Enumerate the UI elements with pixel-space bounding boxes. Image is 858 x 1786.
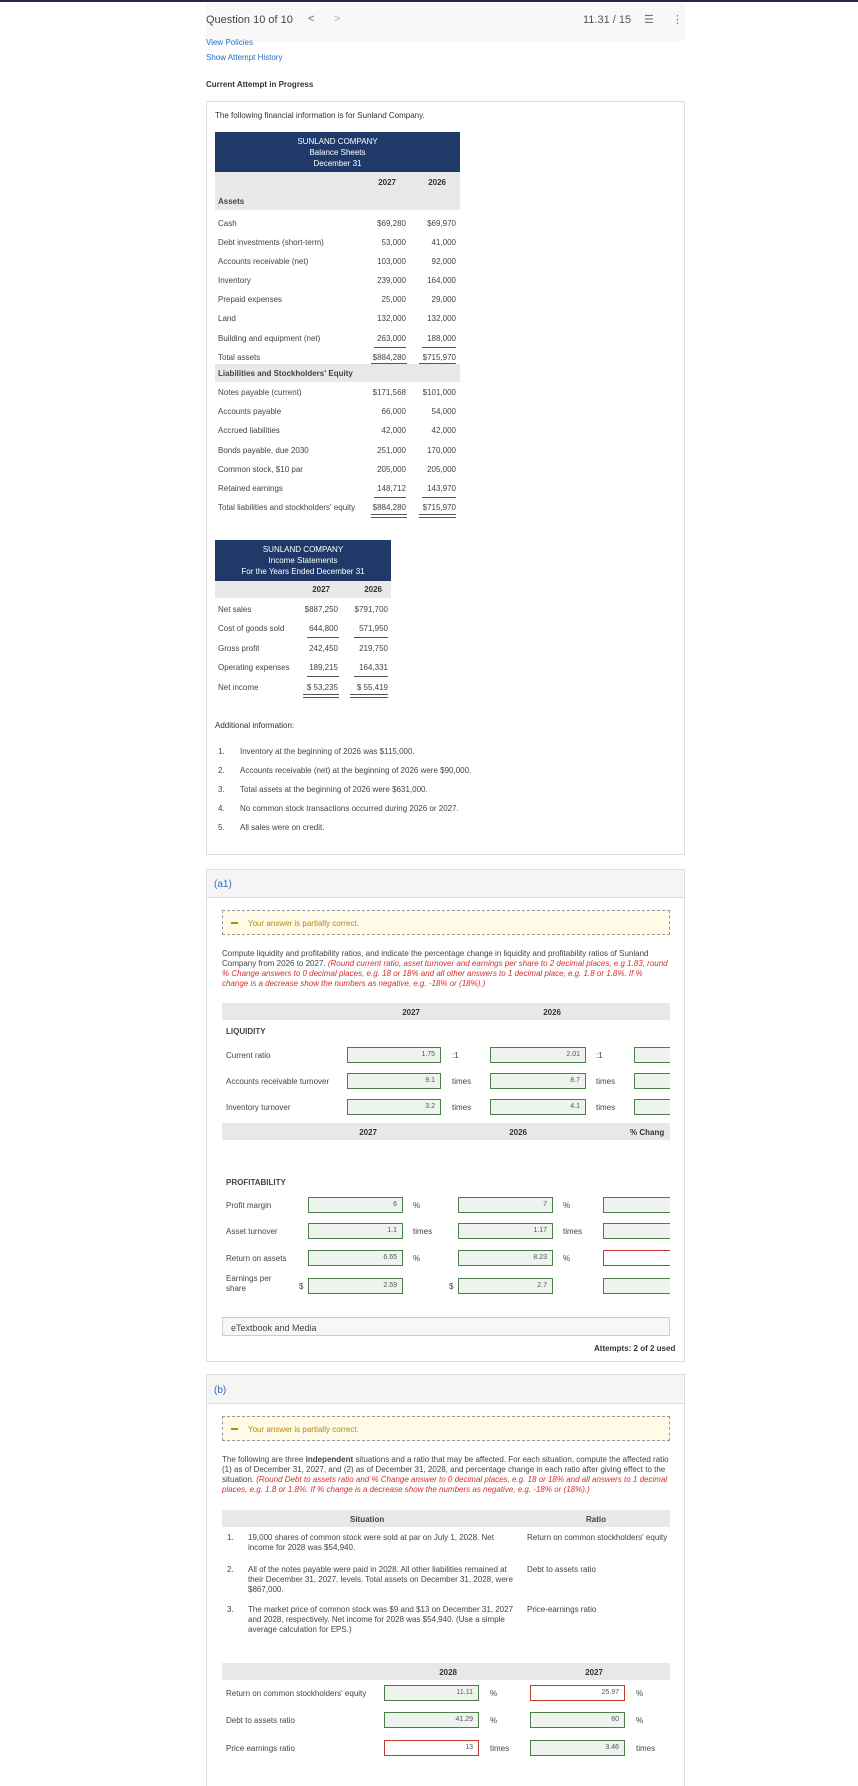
income-col-2026: 2026 — [364, 585, 382, 594]
income-company-name: SUNLAND COMPANY — [262, 545, 344, 554]
profitability-2027-unit: % — [413, 1254, 421, 1263]
liability-row-label: Retained earnings — [218, 484, 283, 493]
liability-row-2026: 42,000 — [431, 426, 456, 435]
current-attempt-label: Current Attempt in Progress — [206, 80, 314, 89]
liability-row-2026: $101,000 — [422, 388, 456, 397]
profitability-change-input[interactable] — [603, 1250, 670, 1266]
section-a1-label: (a1) — [214, 879, 232, 890]
profitability-ratio-label: Earnings per share — [226, 1274, 272, 1293]
company-name: SUNLAND COMPANY — [297, 137, 378, 146]
liability-row-label: Common stock, $10 par — [218, 465, 303, 474]
income-col-2027: 2027 — [312, 585, 330, 594]
liquidity-ratio-label: Current ratio — [226, 1051, 271, 1060]
income-row-2026: 219,750 — [359, 644, 388, 653]
underline — [371, 514, 407, 515]
more-icon[interactable]: ⋮ — [672, 14, 683, 26]
statement-name: Balance Sheets — [309, 148, 366, 157]
liability-row-2026: $715,970 — [422, 503, 456, 512]
question-title: Question 10 of 10 — [206, 14, 293, 26]
a1-instructions-rounding: (Round current ratio, asset turnover and earnings per share to 2 decimal places, e.g 1.83, round % Change answers to 0 decimal places, e.g. 18 or 18% and all other answers to 1 decimal place, e.g. 1.8 or 1.8%. If % change is a decrease show the numbers as negative, e.g. -18% or (18%).) — [222, 959, 668, 988]
liability-row-2026: 170,000 — [427, 446, 456, 455]
profitability-ratio-label: Asset turnover — [226, 1227, 278, 1236]
balance-row-2026: 29,000 — [431, 295, 456, 304]
answer-ratio-label: Price earnings ratio — [226, 1744, 295, 1753]
answer-ratio-label: Debt to assets ratio — [226, 1716, 295, 1725]
profitability-2027-input[interactable]: 6 — [308, 1197, 403, 1213]
underline — [350, 694, 388, 695]
situation-number: 1. — [227, 1533, 234, 1542]
profitability-2026-input[interactable]: 7 — [458, 1197, 553, 1213]
answer-2027-unit: times — [636, 1744, 656, 1753]
liability-row-label: Notes payable (current) — [218, 388, 302, 397]
liq-col-2027: 2027 — [402, 1008, 420, 1017]
balance-row-label: Inventory — [218, 276, 251, 285]
situation-text-line: $867,000. — [248, 1585, 284, 1594]
additional-item-text: All sales were on credit. — [240, 823, 325, 832]
b-instructions — [222, 1455, 670, 1495]
answer-2028-unit: times — [490, 1744, 510, 1753]
liquidity-2027-unit: :1 — [452, 1051, 459, 1060]
balance-row-label: Prepaid expenses — [218, 295, 283, 304]
etextbook-bar[interactable] — [222, 1317, 670, 1336]
underline — [374, 497, 406, 498]
additional-item-number: 1. — [218, 747, 225, 756]
answer-2027-unit: % — [636, 1689, 644, 1698]
situation-text-line: The market price of common stock was $9 and $13 on December 31, 2027 — [248, 1605, 514, 1614]
underline — [354, 637, 388, 638]
answer-2028-input[interactable]: 11.11 — [384, 1685, 479, 1701]
answer-ratio-label: Return on common stockholders' equity — [226, 1689, 367, 1698]
underline — [307, 637, 339, 638]
underline — [422, 497, 456, 498]
profitability-2026-input[interactable]: 8.23 — [458, 1250, 553, 1266]
liability-row-2027: 205,000 — [377, 465, 406, 474]
profitability-2027-input[interactable]: 6.65 — [308, 1250, 403, 1266]
profitability-2027-unit: times — [413, 1227, 433, 1236]
liquidity-2027-input[interactable]: 9.1 — [347, 1073, 441, 1089]
income-row-2026: 571,950 — [359, 624, 388, 633]
assets-header: Assets — [218, 197, 245, 206]
partial-icon — [231, 1428, 238, 1430]
liquidity-ratio-label: Inventory turnover — [226, 1103, 291, 1112]
additional-item-number: 4. — [218, 804, 225, 813]
profitability-2026-unit: times — [563, 1227, 583, 1236]
list-icon[interactable]: ☰ — [644, 14, 654, 26]
liquidity-2026-unit: times — [596, 1103, 616, 1112]
score-display: 11.31 / 15 — [583, 14, 632, 26]
additional-item-text: No common stock transactions occurred during 2026 or 2027. — [240, 804, 459, 813]
liquidity-2027-unit: times — [452, 1077, 472, 1086]
income-row-2027: $ 53,235 — [306, 683, 338, 692]
liquidity-ratio-label: Accounts receivable turnover — [226, 1077, 330, 1086]
section-a1-label-bar — [207, 870, 684, 898]
income-statement-period: For the Years Ended December 31 — [241, 567, 365, 576]
profitability-2026-input[interactable]: 2.7 — [458, 1278, 553, 1294]
profitability-change-input[interactable] — [603, 1223, 670, 1239]
b-partial-notice — [222, 1416, 670, 1441]
underline — [419, 514, 456, 515]
income-row-label: Gross profit — [218, 644, 260, 653]
liability-row-2027: 66,000 — [381, 407, 406, 416]
balance-row-2026: 41,000 — [431, 238, 456, 247]
underline — [307, 676, 339, 677]
profitability-2026-input[interactable]: 1.17 — [458, 1223, 553, 1239]
income-row-label: Operating expenses — [218, 663, 290, 672]
additional-item-text: Inventory at the beginning of 2026 was $115,000. — [240, 747, 415, 756]
partial-text: Your answer is partially correct. — [248, 1425, 359, 1434]
balance-row-2026: $69,970 — [427, 219, 456, 228]
profitability-header-band — [222, 1123, 670, 1140]
balance-row-2027: 263,000 — [377, 334, 406, 343]
etextbook-label: eTextbook and Media — [231, 1323, 317, 1333]
situation-text-line: 19,000 shares of common stock were sold at par on July 1, 2028. Net — [248, 1533, 494, 1542]
income-row-label: Cost of goods sold — [218, 624, 285, 633]
income-statement-header — [215, 540, 391, 581]
ratio-col-header: Ratio — [586, 1515, 606, 1524]
intro-text: The following financial information is for Sunland Company. — [215, 111, 425, 120]
balance-row-label: Accounts receivable (net) — [218, 257, 309, 266]
underline — [422, 347, 456, 348]
a1-instructions-plain: Compute liquidity and profitability ratios, and indicate the percentage change in liquidity and profitability ratios of Sunland Company from 2026 to 2027. — [222, 949, 649, 968]
underline — [350, 697, 388, 698]
answer-2027-input[interactable]: 25.97 — [530, 1685, 625, 1701]
balance-row-2027: 239,000 — [377, 276, 406, 285]
additional-info-title: Additional information: — [215, 721, 295, 730]
liquidity-2027-input[interactable]: 3.2 — [347, 1099, 441, 1115]
partial-text: Your answer is partially correct. — [248, 919, 359, 928]
situation-ratio: Price-earnings ratio — [527, 1605, 597, 1614]
balance-row-2026: 188,000 — [427, 334, 456, 343]
a1-instructions — [222, 949, 670, 989]
liability-row-2027: 42,000 — [381, 426, 406, 435]
liability-row-2027: 148,712 — [377, 484, 406, 493]
liability-row-2027: $171,568 — [372, 388, 406, 397]
liq-col-2026: 2026 — [543, 1008, 561, 1017]
top-border — [0, 0, 858, 2]
liquidity-change-input[interactable] — [634, 1047, 670, 1063]
situation-col-header: Situation — [350, 1515, 385, 1524]
section-b-label: (b) — [214, 1385, 227, 1396]
income-row-2027: $887,250 — [304, 605, 338, 614]
balance-row-2026: 132,000 — [427, 314, 456, 323]
b-instructions-bold: independent — [305, 1455, 354, 1464]
statement-date: December 31 — [313, 159, 362, 168]
balance-row-2026: 164,000 — [427, 276, 456, 285]
profitability-ratio-label: Profit margin — [226, 1201, 272, 1210]
profitability-change-input[interactable] — [603, 1197, 670, 1213]
liability-row-2027: $884,280 — [372, 503, 406, 512]
situation-ratio: Return on common stockholders' equity — [527, 1533, 668, 1542]
b-instructions-plain2: situations and a ratio that may be affected. For each situation, compute the affected ratio (1) as of December 31, 2027, and (2) as of December 31, 2028, and percentage change in each ratio after giving effect to the situation. — [222, 1455, 669, 1484]
liability-row-label: Total liabilities and stockholders' equity — [218, 503, 356, 512]
balance-col-2026: 2026 — [428, 178, 446, 187]
ans-col-2027: 2027 — [585, 1668, 603, 1677]
liability-row-2026: 143,970 — [427, 484, 456, 493]
additional-item-number: 3. — [218, 785, 225, 794]
additional-item-text: Total assets at the beginning of 2026 were $631,000. — [240, 785, 428, 794]
situation-ratio: Debt to assets ratio — [527, 1565, 596, 1574]
profitability-2026-unit: % — [563, 1254, 571, 1263]
balance-row-label: Cash — [218, 219, 237, 228]
liquidity-2026-unit: :1 — [596, 1051, 603, 1060]
liquidity-2026-input[interactable]: 4.1 — [490, 1099, 586, 1115]
liquidity-2026-unit: times — [596, 1077, 616, 1086]
balance-row-2027: 53,000 — [381, 238, 406, 247]
balance-row-label: Total assets — [218, 353, 261, 362]
situation-text-line: average calculation for EPS.) — [248, 1625, 352, 1634]
attempts-used: Attempts: 2 of 2 used — [594, 1344, 676, 1353]
additional-item-number: 5. — [218, 823, 225, 832]
b-instructions-rounding: (Round Debt to assets ratio and % Change answer to 0 decimal places, e.g. 18 or 18% and all answers to 1 decimal places, e.g. 1.8 or 1.8%. If % change is a decrease show the numbers as negative, e.g. -18% or (18%).) — [222, 1475, 668, 1494]
liquidity-change-input[interactable] — [634, 1073, 670, 1089]
dollar-prefix: $ — [449, 1282, 454, 1291]
answer-2027-input[interactable]: 60 — [530, 1712, 625, 1728]
income-statement-name: Income Statements — [268, 556, 338, 565]
liability-row-2026: 205,000 — [427, 465, 456, 474]
additional-item-number: 2. — [218, 766, 225, 775]
answer-2027-input[interactable]: 3.46 — [530, 1740, 625, 1756]
liabilities-header: Liabilities and Stockholders' Equity — [218, 369, 353, 378]
prof-col-2026: 2026 — [509, 1128, 527, 1137]
balance-row-2027: 132,000 — [377, 314, 406, 323]
liquidity-change-input[interactable] — [634, 1099, 670, 1115]
next-question-button[interactable]: > — [334, 13, 341, 25]
underline — [374, 347, 406, 348]
answer-2028-input[interactable]: 13 — [384, 1740, 479, 1756]
situation-text-line: their December 31, 2027, levels. Total assets on December 31, 2028, were — [248, 1575, 513, 1584]
balance-row-2027: $884,280 — [372, 353, 406, 362]
situation-text-line: All of the notes payable were paid in 2028. All other liabilities remained at — [248, 1565, 507, 1574]
liability-row-2027: 251,000 — [377, 446, 406, 455]
income-row-2027: 242,450 — [309, 644, 338, 653]
income-row-2026: $791,700 — [354, 605, 388, 614]
balance-row-2027: $69,280 — [377, 219, 406, 228]
b-instructions-plain1: The following are three — [222, 1455, 306, 1464]
balance-row-2026: 92,000 — [431, 257, 456, 266]
answer-2028-unit: % — [490, 1716, 498, 1725]
income-row-2027: 644,800 — [309, 624, 338, 633]
partial-icon — [231, 922, 238, 924]
underline — [303, 697, 339, 698]
balance-row-label: Building and equipment (net) — [218, 334, 321, 343]
profitability-2027-input[interactable]: 2.59 — [308, 1278, 403, 1294]
show-attempt-history-link[interactable]: Show Attempt History — [206, 53, 283, 62]
liability-row-label: Accrued liabilities — [218, 426, 280, 435]
answer-2028-input[interactable]: 41.29 — [384, 1712, 479, 1728]
view-policies-link[interactable]: View Policies — [206, 38, 253, 47]
profitability-2027-input[interactable]: 1.1 — [308, 1223, 403, 1239]
balance-row-2027: 103,000 — [377, 257, 406, 266]
problem-panel — [206, 101, 685, 855]
liquidity-header-band — [222, 1003, 670, 1020]
income-row-2026: $ 55,419 — [356, 683, 388, 692]
answer-2028-unit: % — [490, 1689, 498, 1698]
additional-item-text: Accounts receivable (net) at the beginning of 2026 were $90,000. — [240, 766, 472, 775]
liquidity-2027-unit: times — [452, 1103, 472, 1112]
income-row-2026: 164,331 — [359, 663, 388, 672]
liability-row-label: Accounts payable — [218, 407, 282, 416]
liquidity-2026-input[interactable]: 8.7 — [490, 1073, 586, 1089]
income-row-label: Net income — [218, 683, 259, 692]
profitability-2027-unit: % — [413, 1201, 421, 1210]
income-row-label: Net sales — [218, 605, 252, 614]
situation-text-line: income for 2028 was $54,940. — [248, 1543, 356, 1552]
situation-text-line: and 2028, respectively. Net income for 2028 was $54,940. (Use a simple — [248, 1615, 505, 1624]
a1-partial-notice — [222, 910, 670, 935]
liquidity-2026-input[interactable]: 2.01 — [490, 1047, 586, 1063]
income-row-2027: 189,215 — [309, 663, 338, 672]
profitability-ratio-label: Return on assets — [226, 1254, 287, 1263]
situation-number: 2. — [227, 1565, 234, 1574]
liability-row-2026: 54,000 — [431, 407, 456, 416]
assets-band — [215, 192, 460, 210]
prof-col-change: % Chang — [630, 1128, 665, 1137]
balance-row-2027: 25,000 — [381, 295, 406, 304]
underline — [354, 676, 388, 677]
underline — [371, 517, 407, 518]
prev-question-button[interactable]: < — [308, 13, 315, 25]
balance-row-label: Debt investments (short-term) — [218, 238, 324, 247]
liquidity-2027-input[interactable]: 1.75 — [347, 1047, 441, 1063]
prof-col-2027: 2027 — [359, 1128, 377, 1137]
balance-row-2026: $715,970 — [422, 353, 456, 362]
balance-col-2027: 2027 — [378, 178, 396, 187]
profitability-2026-unit: % — [563, 1201, 571, 1210]
profitability-heading: PROFITABILITY — [226, 1178, 286, 1187]
liquidity-heading: LIQUIDITY — [226, 1027, 266, 1036]
balance-sheet-header — [215, 132, 460, 172]
situation-number: 3. — [227, 1605, 234, 1614]
underline — [419, 517, 456, 518]
profitability-change-input[interactable] — [603, 1278, 670, 1294]
ans-col-2028: 2028 — [439, 1668, 457, 1677]
underline — [303, 694, 339, 695]
dollar-prefix: $ — [299, 1282, 304, 1291]
liability-row-label: Bonds payable, due 2030 — [218, 446, 309, 455]
answer-2027-unit: % — [636, 1716, 644, 1725]
balance-row-label: Land — [218, 314, 236, 323]
section-b-label-bar — [207, 1375, 684, 1404]
